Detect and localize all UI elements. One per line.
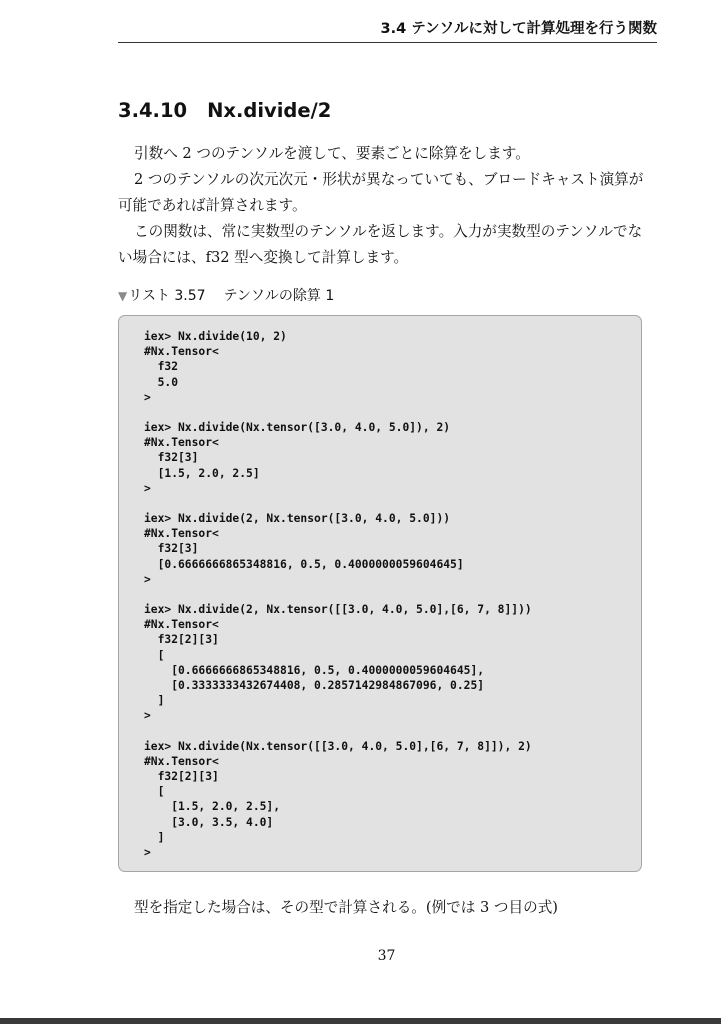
- paragraph-broadcast: 2 つのテンソルの次元次元・形状が異なっていても、ブロードキャスト演算が可能であれば計算されます。: [118, 171, 644, 214]
- paragraph-type-note: 型を指定した場合は、その型で計算される。(例では 3 つ目の式): [134, 899, 558, 916]
- code-listing: iex> Nx.divide(10, 2) #Nx.Tensor< f32 5.0 > iex> Nx.divide(Nx.tensor([3.0, 4.0, 5.0]), 2) #Nx.Tensor< f32[3] [1.5, 2.0, 2.5] > iex> Nx.divide(2, Nx.tensor([3.0, 4.0, 5.0])) #Nx.Tensor< f32[3] [0.6666666865348816, 0.5, 0.4000000059604645] > iex> Nx.divide(2, Nx.tensor([[3.0, 4.0, 5.0],[6, 7, 8]])) #Nx.Tensor< f32[2][3] [ [0.6666666865348816, 0.5, 0.4000000059604645], [0.3333333432674408, 0.2857142984867096, 0.25] ] > iex> Nx.divide(Nx.tensor([[3.0, 4.0, 5.0],[6, 7, 8]]), 2) #Nx.Tensor< f32[2][3] [ [1.5, 2.0, 2.5], [3.0, 3.5, 4.0] ] >: [144, 330, 532, 859]
- code-listing-box: [118, 315, 642, 872]
- running-header: 3.4 テンソルに対して計算処理を行う関数: [118, 18, 657, 43]
- triangle-down-icon: ▼: [118, 289, 128, 303]
- listing-title: テンソルの除算 1: [223, 288, 335, 304]
- page-number: 37: [377, 948, 396, 964]
- paragraph-float-type: この関数は、常に実数型のテンソルを返します。入力が実数型のテンソルでない場合には、f32 型へ変換して計算します。: [118, 223, 643, 266]
- section-number: 3.4.10: [118, 99, 188, 122]
- listing-number: リスト 3.57: [128, 288, 206, 304]
- paragraph-description: 引数へ 2 つのテンソルを渡して、要素ごとに除算をします。: [134, 145, 530, 162]
- section-title: [118, 97, 331, 125]
- section-name: Nx.divide/2: [207, 99, 332, 122]
- listing-caption: [118, 285, 334, 307]
- bottom-border: [0, 1018, 721, 1024]
